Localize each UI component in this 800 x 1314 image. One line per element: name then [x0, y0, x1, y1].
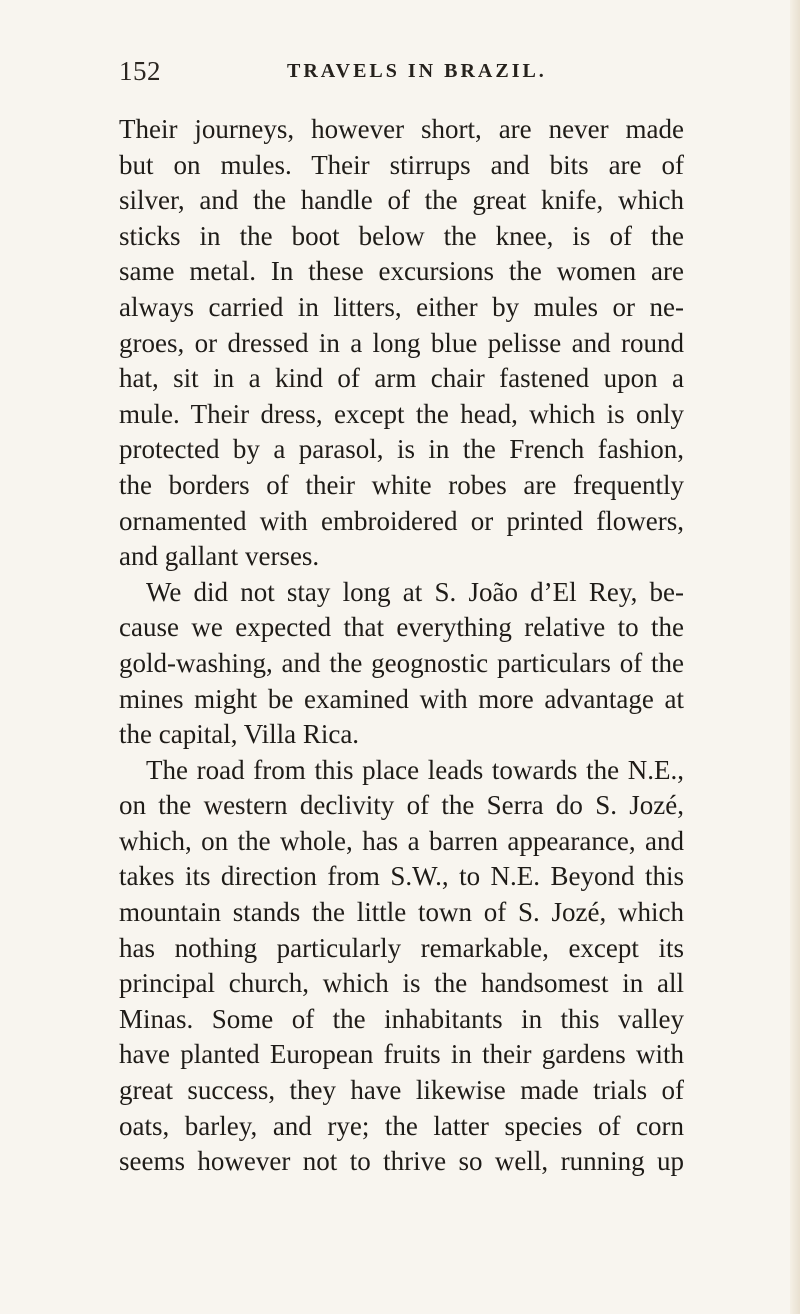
- text-line: hat, sit in a kind of arm chair fastened upon a: [119, 363, 684, 394]
- text-line: Minas. Some of the inhabitants in this valley: [119, 1003, 684, 1034]
- text-line: We did not stay long at S. João d’El Rey, be-: [146, 576, 684, 607]
- text-line: but on mules. Their stirrups and bits are of: [119, 149, 684, 180]
- text-line: has nothing particularly remarkable, except its: [119, 932, 684, 963]
- page-number: 152: [119, 56, 161, 86]
- text-line: mule. Their dress, except the head, which is only: [119, 398, 684, 429]
- text-line: mountain stands the little town of S. Jozé, which: [119, 897, 684, 928]
- body-text: [119, 112, 684, 1180]
- text-line: have planted European fruits in their gardens with: [119, 1039, 684, 1070]
- text-line: the borders of their white robes are frequently: [119, 469, 684, 500]
- text-line: same metal. In these excursions the women are: [119, 256, 684, 287]
- text-line: which, on the whole, has a barren appearance, and: [119, 825, 684, 856]
- text-line: Their journeys, however short, are never made: [119, 114, 684, 144]
- text-line: ornamented with embroidered or printed flowers,: [119, 505, 684, 536]
- text-line: takes its direction from S.W., to N.E. Beyond this: [119, 861, 684, 892]
- text-line: principal church, which is the handsomest in all: [119, 968, 684, 999]
- text-line: great success, they have likewise made trials of: [119, 1075, 684, 1106]
- text-line: cause we expected that everything relative to the: [119, 612, 684, 643]
- text-line: gold-washing, and the geognostic particulars of the: [119, 647, 684, 678]
- text-line: protected by a parasol, is in the French fashion,: [119, 434, 684, 465]
- text-line: mines might be examined with more advantage at: [119, 683, 684, 714]
- text-line: seems however not to thrive so well, running up: [119, 1146, 684, 1177]
- text-line: the capital, Villa Rica.: [119, 719, 360, 750]
- page-edge: [790, 0, 800, 1314]
- text-line: sticks in the boot below the knee, is of the: [119, 220, 684, 251]
- running-title: TRAVELS IN BRAZIL.: [287, 60, 547, 82]
- text-line: groes, or dressed in a long blue pelisse and round: [119, 327, 684, 358]
- text-line: oats, barley, and rye; the latter species of corn: [119, 1110, 684, 1141]
- text-line: on the western declivity of the Serra do S. Jozé,: [119, 790, 684, 821]
- text-line: silver, and the handle of the great knife, which: [119, 185, 684, 216]
- text-line: The road from this place leads towards the N.E.,: [146, 754, 684, 785]
- text-line: always carried in litters, either by mules or ne-: [119, 291, 684, 322]
- text-line: and gallant verses.: [119, 541, 320, 572]
- page-header: [119, 56, 679, 90]
